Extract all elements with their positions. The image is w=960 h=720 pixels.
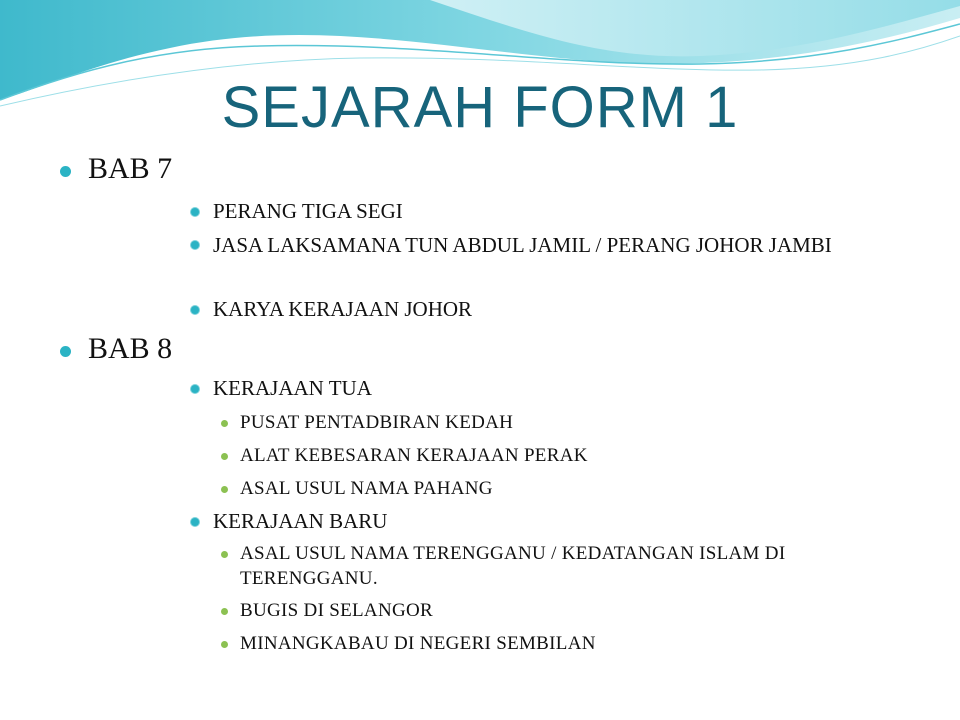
kerajaan-baru-item-1: ASAL USUL NAMA TERENGGANU / KEDATANGAN ISLAM DI TERENGGANU. bbox=[240, 543, 786, 589]
bullet-icon bbox=[191, 306, 199, 314]
kerajaan-tua-item-1: PUSAT PENTADBIRAN KEDAH bbox=[240, 412, 514, 433]
bullet-icon bbox=[60, 166, 71, 177]
kerajaan-tua-heading: KERAJAAN TUA bbox=[213, 376, 372, 400]
bullet-icon bbox=[191, 208, 199, 216]
bullet-icon bbox=[191, 241, 199, 249]
bab8-heading: BAB 8 bbox=[88, 332, 173, 365]
bullet-icon bbox=[221, 641, 228, 648]
bullet-icon bbox=[60, 346, 71, 357]
bullet-icon bbox=[221, 486, 228, 493]
bullet-icon bbox=[221, 608, 228, 615]
bullet-icon bbox=[191, 385, 199, 393]
bullet-icon bbox=[221, 453, 228, 460]
kerajaan-baru-item-3: MINANGKABAU DI NEGERI SEMBILAN bbox=[240, 633, 596, 654]
slide-title: SEJARAH FORM 1 bbox=[221, 75, 739, 140]
kerajaan-baru-heading: KERAJAAN BARU bbox=[213, 509, 388, 533]
bullet-icon bbox=[221, 551, 228, 558]
kerajaan-tua-item-3: ASAL USUL NAMA PAHANG bbox=[240, 478, 493, 499]
bab7-item-2: JASA LAKSAMANA TUN ABDUL JAMIL / PERANG JOHOR JAMBI bbox=[213, 233, 832, 257]
bab7-item-1: PERANG TIGA SEGI bbox=[213, 199, 403, 223]
bab7-heading: BAB 7 bbox=[88, 152, 173, 185]
bab7-item-3: KARYA KERAJAAN JOHOR bbox=[213, 297, 473, 321]
bullet-icon bbox=[191, 518, 199, 526]
kerajaan-baru-item-2: BUGIS DI SELANGOR bbox=[240, 600, 433, 621]
bullet-icon bbox=[221, 420, 228, 427]
kerajaan-tua-item-2: ALAT KEBESARAN KERAJAAN PERAK bbox=[240, 445, 588, 466]
